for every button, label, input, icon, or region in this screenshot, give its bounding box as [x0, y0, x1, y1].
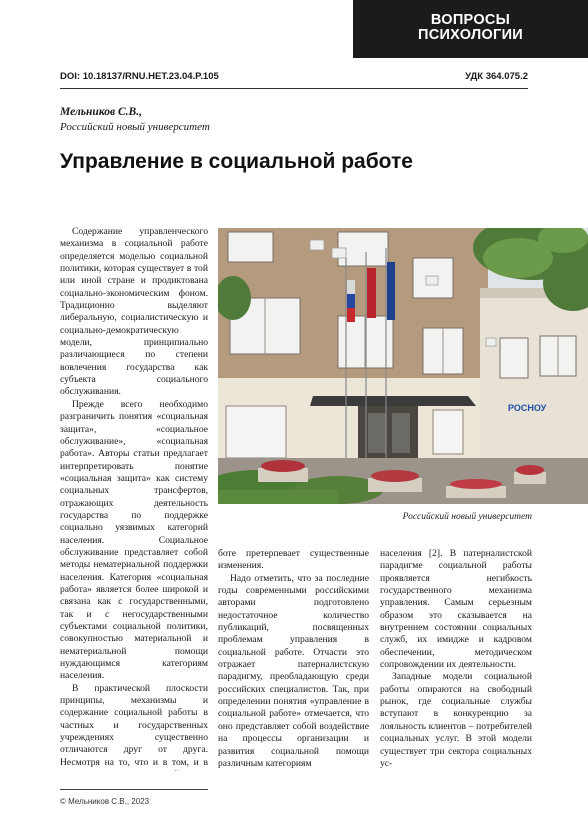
paragraph: Содержание управленческого механизма в социальной работе определяется моделью социальной политики, которая существует в той или иной стране и продиктована социально-экономическим фоном. Традиционно выделяют либеральную, социалистическую и социально-демократическую модели, принципиально различающиеся по степени вовлечения государства как субъекта социального обслуживания. [60, 226, 208, 398]
text-column-2 [218, 548, 369, 778]
doi: DOI: 10.18137/RNU.HET.23.04.P.105 [60, 71, 219, 82]
journal-name-line1: ВОПРОСЫ [430, 12, 511, 28]
author-name: Мельников С.В., [60, 106, 142, 118]
copyright-footnote: © Мельников С.В., 2023 [60, 797, 150, 806]
paragraph: населения [2]. В патерналистской парадигме социальной работы проявляется негибкость государственного механизма управления. Самым серьезным образом это сказывается на внутреннем состоянии социальных служб, их имидже и кадровом обеспечении, методическом сопровождении их деятельности. [380, 548, 532, 671]
paragraph: В практической плоскости принципы, механизмы и содержание социальной работы в частных и государственных учреждениях существенно отличаются друг от друга. Несмотря на то, что и в том, и в [60, 682, 208, 768]
rosnou-sign: РОСНОУ [508, 403, 547, 413]
text-column-3 [380, 548, 532, 778]
author-affiliation: Российский новый университет [60, 121, 210, 133]
udc-code: УДК 364.075.2 [465, 71, 528, 82]
journal-name-line2: ПСИХОЛОГИИ [417, 27, 524, 43]
paragraph: Надо отметить, что за последние годы современными российскими авторами подготовлено недостаточное количество публикаций, посвященных проблемам управления в социальной работе. Отчасти это отражает патерналистскую парадигму, преобладающую среди российских специалистов. Так, при определении понятия «управление в социальной работе» отмечается, что оно представляет собой воздействие на процессы организации и развития социальной помощи различным категориям [218, 572, 369, 769]
journal-badge [353, 0, 588, 58]
paragraph: Западные модели социальной работы опираются на свободный рынок, где социальные службы вступают в конкуренцию за лояльность клиентов – потребителей социальных услуг. В этой модели существует три сектора социальных ус- [380, 671, 532, 769]
header-divider [60, 88, 528, 89]
photo-caption: Российский новый университет [402, 512, 532, 522]
building-illustration [218, 228, 588, 504]
article-title: Управление в социальной работе [60, 150, 413, 173]
footnote-divider [60, 789, 208, 790]
paragraph: Прежде всего необходимо разграничить понятия «социальная защита», «социальное обслуживание», «социальная работа». Авторы статьи предлагает интерпретировать понятие «социальная защита» как систему социальных трансфертов, отражающих деятельность государства по поддержке социально уязвимых категорий населения. Социальное обслуживание представляет собой методы нематериальной поддержки населения. Категория «социальная работа» является более широкой и связана как с государственными, так и с негосударственными субъектами социальной политики, совокупностью материальной и нематериальной помощи нуждающимся категориям населения. [60, 398, 208, 682]
university-building-photo [218, 228, 588, 504]
paragraph: боте претерпевает существенные изменения. [218, 548, 369, 572]
text-column-1 [60, 226, 208, 771]
